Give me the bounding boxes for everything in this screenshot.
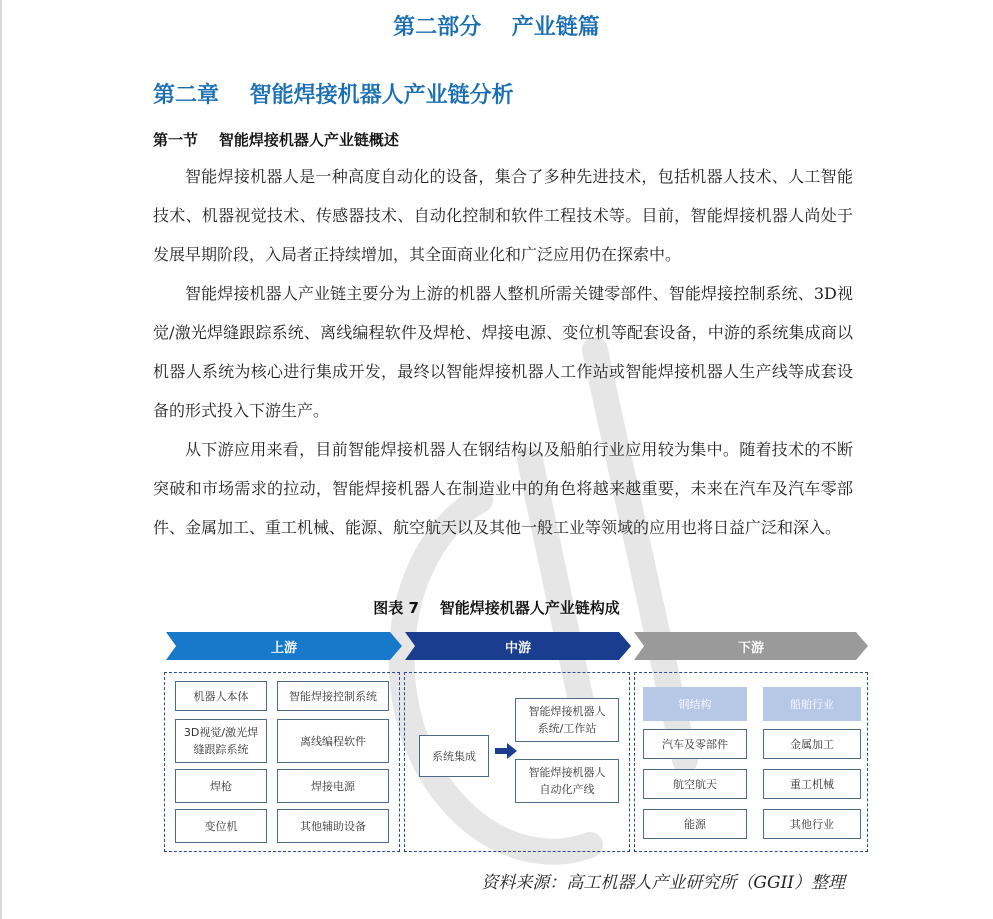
robot-body-box: 机器人本体: [175, 681, 267, 711]
workstation-line1: 智能焊接机器人: [528, 705, 606, 718]
source-note: 资料来源：高工机器人产业研究所（GGII）整理: [481, 873, 845, 893]
welding-control-box: 智能焊接控制系统: [277, 681, 389, 711]
chapter-title: 第二章 智能焊接机器人产业链分析: [153, 83, 514, 108]
workstation-line2: 系统/工作站: [537, 722, 597, 735]
upstream-stage-label: 上游: [270, 640, 297, 656]
offline-programming-box: 离线编程软件: [277, 719, 389, 763]
system-integration-box: 系统集成: [419, 735, 489, 777]
midstream-stage-arrow: [405, 632, 631, 660]
energy-box: 能源: [643, 809, 747, 839]
heavy-machinery-box: 重工机械: [763, 769, 861, 799]
midstream-stage-label: 中游: [504, 640, 531, 656]
other-industries-box: 其他行业: [763, 809, 861, 839]
production-line-line1: 智能焊接机器人: [528, 766, 606, 779]
welding-torch-box: 焊枪: [175, 769, 267, 803]
automotive-box: 汽车及零部件: [643, 729, 747, 759]
industry-chain-diagram: [160, 632, 874, 857]
steel-structure-box: 钢结构: [643, 687, 747, 721]
production-line-line2: 自动化产线: [539, 783, 595, 796]
downstream-stage-arrow: [634, 632, 868, 660]
integration-arrow-icon: [495, 743, 517, 759]
paragraph-structure: 智能焊接机器人产业链主要分为上游的机器人整机所需关键零部件、智能焊接控制系统、3D视觉/激光焊缝跟踪系统、离线编程软件及焊枪、焊接电源、变位机等配套设备，中游的系统集成商以机器人系统为核心进行集成开发，最终以智能焊接机器人工作站或智能焊接机器人生产线等成套设备的形式投入下游生产。: [153, 284, 853, 420]
production-line-box: [515, 759, 619, 803]
metal-processing-box: 金属加工: [763, 729, 861, 759]
workstation-box: [515, 698, 619, 742]
shipbuilding-box: 船舶行业: [763, 687, 861, 721]
upstream-stage-arrow: [166, 632, 402, 660]
midstream-panel: [404, 672, 630, 852]
paragraph-intro: 智能焊接机器人是一种高度自动化的设备，集合了多种先进技术，包括机器人技术、人工智能技术、机器视觉技术、传感器技术、自动化控制和软件工程技术等。目前，智能焊接机器人尚处于发展早期阶段，入局者正持续增加，其全面商业化和广泛应用仍在探索中。: [153, 167, 853, 264]
downstream-stage-label: 下游: [737, 640, 764, 656]
paragraph-downstream: 从下游应用来看，目前智能焊接机器人在钢结构以及船舶行业应用较为集中。随着技术的不断突破和市场需求的拉动，智能焊接机器人在制造业中的角色将越来越重要，未来在汽车及汽车零部件、金属加工、重工机械、能源、航空航天以及其他一般工业等领域的应用也将日益广泛和深入。: [153, 440, 853, 537]
vision-tracking-line2: 缝跟踪系统: [193, 743, 249, 756]
aerospace-box: 航空航天: [643, 769, 747, 799]
downstream-panel: [634, 672, 868, 852]
other-aux-box: 其他辅助设备: [277, 809, 389, 843]
page-edge-line: [0, 0, 2, 919]
part-title: 第二部分 产业链篇: [393, 15, 600, 40]
welding-power-box: 焊接电源: [277, 769, 389, 803]
section-title: 第一节 智能焊接机器人产业链概述: [153, 131, 399, 149]
positioner-box: 变位机: [175, 809, 267, 843]
upstream-panel: [164, 672, 400, 852]
vision-tracking-line1: 3D视觉/激光焊: [183, 726, 259, 739]
figure-title: 图表 7 智能焊接机器人产业链构成: [373, 599, 620, 617]
vision-tracking-box: [175, 719, 267, 763]
